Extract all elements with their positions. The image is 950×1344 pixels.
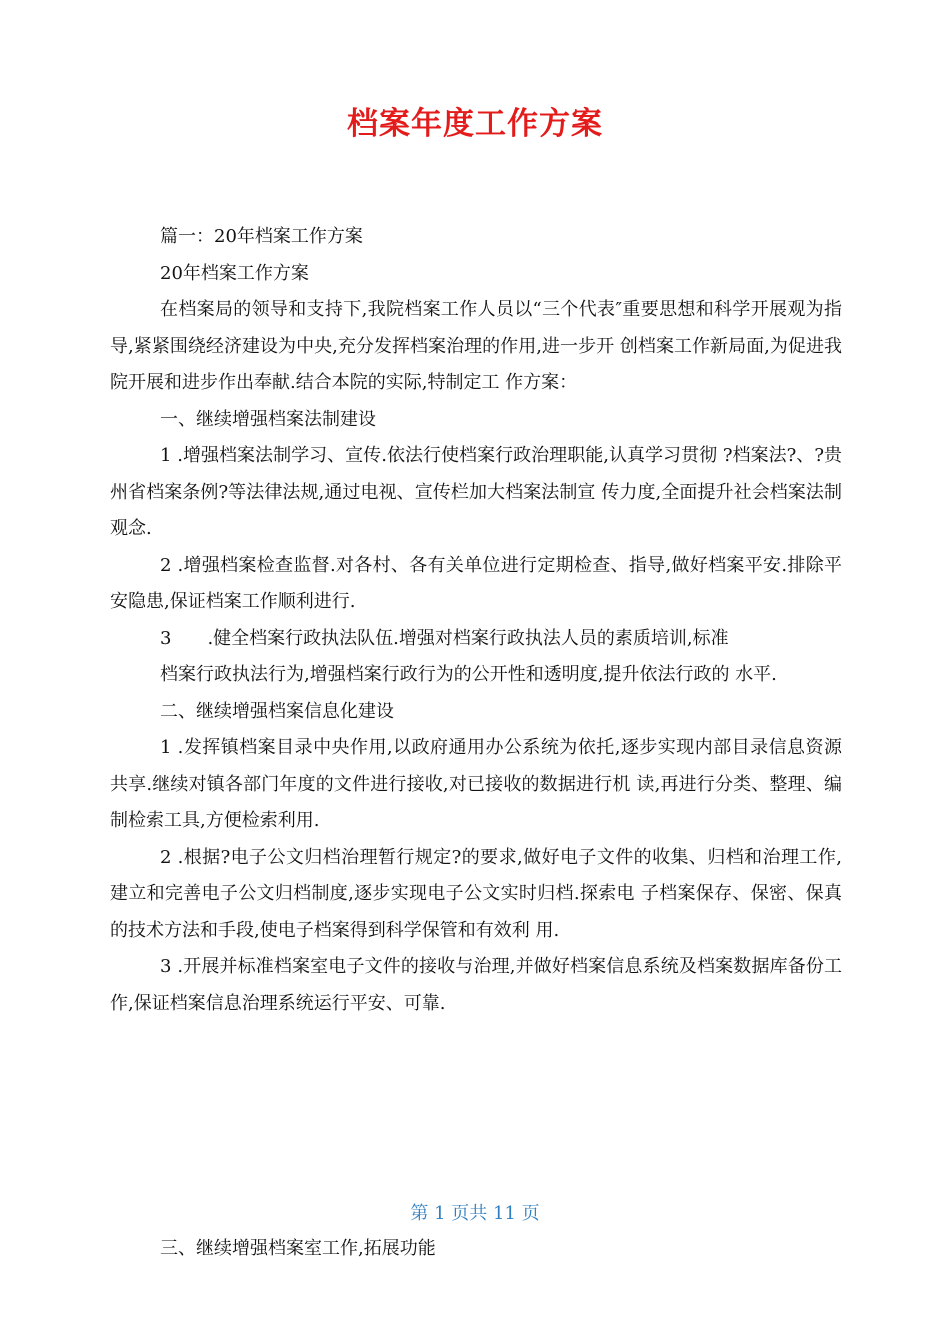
document-body xyxy=(110,219,842,1022)
document-title: 档案年度工作方案 xyxy=(347,106,603,142)
section-heading: 一、继续增强档案法制建设 xyxy=(160,408,376,430)
section-heading: 三、继续增强档案室工作,拓展功能 xyxy=(160,1238,436,1259)
paragraph: 档案行政执法行为,增强档案行政行为的公开性和透明度,提升依法行政的 水平. xyxy=(160,664,777,685)
paragraph: 篇一：20年档案工作方案 xyxy=(160,226,363,247)
section-heading: 二、继续增强档案信息化建设 xyxy=(160,700,394,722)
paragraph: 1 .发挥镇档案目录中央作用,以政府通用办公系统为依托,逐步实现内部目录信息资源共享.继续对镇各部门年度的文件进行接收,对已接收的数据进行机 读,再进行分类、整理、编制检索工具,方便检索利用. xyxy=(110,737,842,831)
paragraph: 2 .增强档案检查监督.对各村、各有关单位进行定期检查、指导,做好档案平安.排除平安隐患,保证档案工作顺利进行. xyxy=(110,554,842,612)
paragraph: 3 .开展并标准档案室电子文件的接收与治理,并做好档案信息系统及档案数据库备份工作,保证档案信息治理系统运行平安、可靠. xyxy=(110,956,842,1014)
paragraph: 2 .根据?电子公文归档治理暂行规定?的要求,做好电子文件的收集、归档和治理工作,建立和完善电子公文归档制度,逐步实现电子公文实时归档.探索电 子档案保存、保密、保真的技术方法和手段,使电子档案得到科学保管和有效利 用. xyxy=(110,846,842,941)
paragraph: 在档案局的领导和支持下,我院档案工作人员以“三个代表″重要思想和科学开展观为指导,紧紧围绕经济建设为中央,充分发挥档案治理的作用,进一步开 创档案工作新局面,为促进我院开展和进步作出奉献.结合本院的实际,特制定工 作方案： xyxy=(110,299,842,393)
page-footer: 第 1 页共 11 页 xyxy=(410,1203,540,1224)
paragraph: 20年档案工作方案 xyxy=(160,262,309,284)
paragraph: 1 .增强档案法制学习、宣传.依法行使档案行政治理职能,认真学习贯彻 ?档案法?、?贵州省档案条例?等法律法规,通过电视、宣传栏加大档案法制宣 传力度,全面提升社会档案法制观念. xyxy=(110,445,842,539)
paragraph: 3 .健全档案行政执法队伍.增强对档案行政执法人员的素质培训,标准 xyxy=(160,627,729,649)
